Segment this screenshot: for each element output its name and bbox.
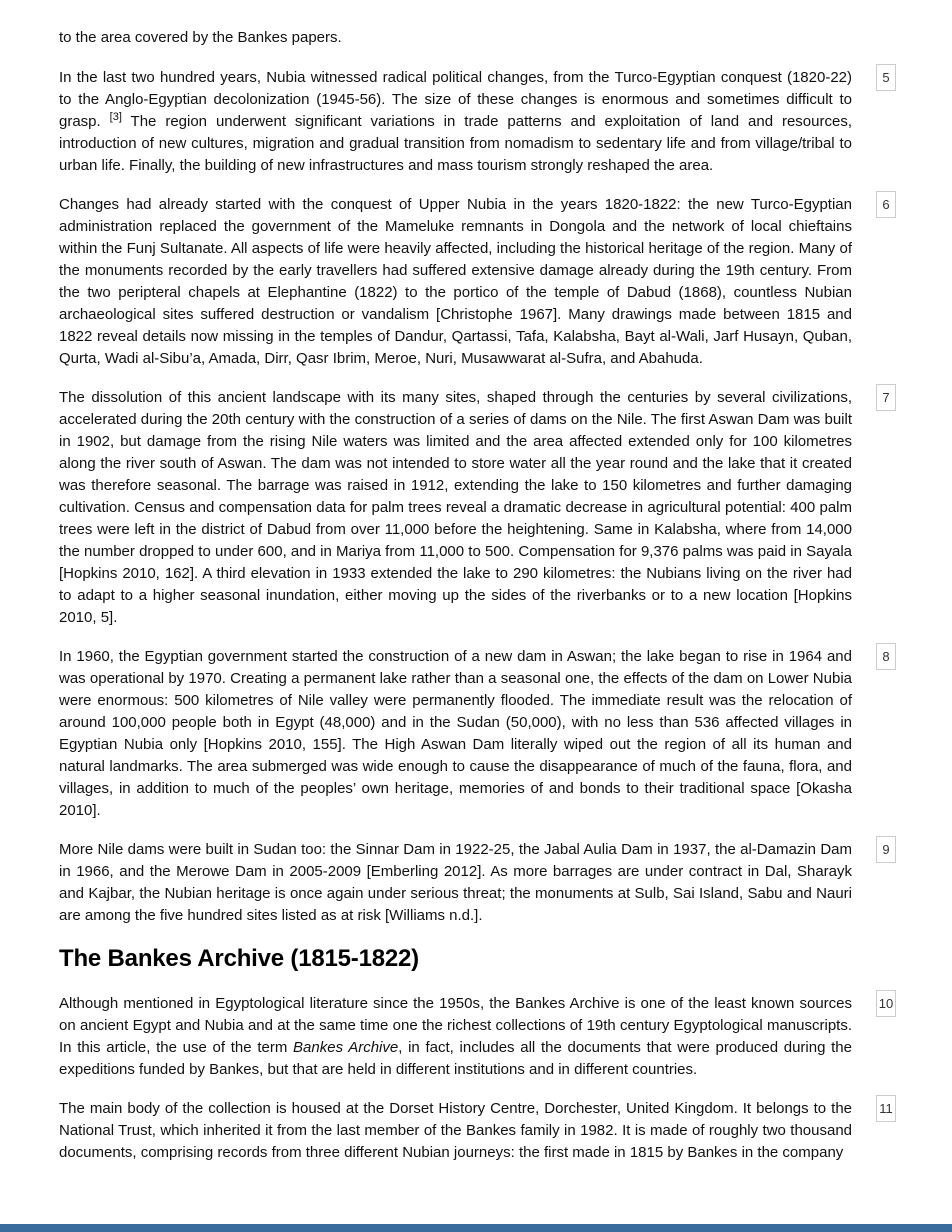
paragraph-9: More Nile dams were built in Sudan too: the Sinnar Dam in 1922-25, the Jabal Aulia Dam in 1937, the al-Damazin Dam in 1966, and the Merowe Dam in 2005-2009 [Emberling 2012]. As more barrages are under contract in Dal, Sharayk and Kajbar, the Nubian heritage is once again under serious threat; the monuments at Sulb, Sai Island, Sabu and Nauri are among the five hundred sites listed as at risk [Williams n.d.].: [59, 841, 852, 924]
paragraph-11: The main body of the collection is housed at the Dorset History Centre, Dorchester, United Kingdom. It belongs to the National Trust, which inherited it from the last member of the Bankes family in 1982. It is made of roughly two thousand documents, comprising records from three different Nubian journeys: the first made in 1815 by Bankes in the company: [59, 1100, 852, 1161]
paragraph-5-text-after-ref: The region underwent significant variations in trade patterns and exploitation of land and resources, introduction of new cultures, migration and gradual transition from nomadism to sedentary life and from village/tribal to urban life. Finally, the building of new infrastructures and mass tourism strongly reshaped the area.: [59, 113, 853, 174]
footnote-ref-3[interactable]: [3]: [109, 111, 122, 123]
footer-bar: [0, 1224, 952, 1232]
paragraph-10-text-after-italic: , in fact, includes all the documents that were produced during the expeditions funded by Bankes, but that are held in different institutions and in different countries.: [59, 1039, 852, 1078]
paragraph-7: The dissolution of this ancient landscape with its many sites, shaped through the centuries by several civilizations, accelerated during the 20th century with the construction of a series of dams on the Nile. The first Aswan Dam was built in 1902, but damage from the rising Nile waters was limited and the area affected extended only for 100 kilometres along the river south of Aswan. The dam was not intended to store water all the year round and the lake that it created was therefore seasonal. The barrage was raised in 1912, extending the lake to 150 kilometres and further damaging cultivation. Census and compensation data for palm trees reveal a dramatic decrease in agricultural potential: 400 palm trees were left in the district of Dabud from over 11,000 before the heightening. Same in Kalabsha, where from 14,000 the number dropped to under 600, and in Mariya from 11,000 to 500. Compensation for 9,376 palms was paid in Sayala [Hopkins 2010, 162]. A third elevation in 1933 extended the lake to 290 kilometres: the Nubians living on the river had to adapt to a higher seasonal inundation, either moving up the sides of the riverbanks or to a new location [Hopkins 2010, 5].: [59, 389, 852, 626]
paragraph-block-7: [59, 387, 890, 629]
paragraph-number-10: 10: [876, 990, 896, 1017]
paragraph-number-9: 9: [876, 836, 896, 863]
paragraph-number-11: 11: [876, 1095, 896, 1122]
paragraph-number-6: 6: [876, 191, 896, 218]
paragraph-block-11: [59, 1098, 893, 1164]
paragraph-5-text-before-ref: In the last two hundred years, Nubia witnessed radical political changes, from the Turco-Egyptian conquest (1820-22) to the Anglo-Egyptian decolonization (1945-56). The size of these changes is enormous and sometimes difficult to grasp.: [59, 69, 852, 130]
paragraph-5: [59, 67, 852, 177]
paragraph-10-text-before-italic: Although mentioned in Egyptological literature since the 1950s, the Bankes Archive is one of the least known sources on ancient Egypt and Nubia and at the same time one the richest collections of 19th century Egyptological manuscripts. In this article, the use of the term: [59, 995, 852, 1056]
paragraph-8: In 1960, the Egyptian government started the construction of a new dam in Aswan; the lake began to rise in 1964 and was operational by 1970. Creating a permanent lake rather than a seasonal one, the effects of the dam on Lower Nubia were enormous: 500 kilometres of Nile valley were permanently flooded. The immediate result was the relocation of around 100,000 people both in Egypt (48,000) and in the Sudan (50,000), with no less than 536 affected villages in Egyptian Nubia only [Hopkins 2010, 155]. The High Aswan Dam literally wiped out the region of all its human and natural landmarks. The area submerged was wide enough to cause the disappearance of much of the fauna, flora, and villages, in addition to much of the peoples’ own heritage, memories of and bonds to their traditional space [Okasha 2010].: [59, 648, 852, 819]
paragraph-number-7: 7: [876, 384, 896, 411]
section-heading: The Bankes Archive (1815-1822): [59, 945, 419, 972]
paragraph-block-9: [59, 839, 890, 927]
paragraph-block-8: [59, 646, 890, 822]
paragraph-block-5: [59, 67, 890, 177]
paragraph-6: Changes had already started with the conquest of Upper Nubia in the years 1820-1822: the new Turco-Egyptian administration replaced the government of the Mameluke remnants in Dongola and the network of local chieftains within the Funj Sultanate. All aspects of life were heavily affected, including the historical heritage of the region. Many of the monuments recorded by the early travellers had suffered extensive damage already during the 19th century. From the two peripteral chapels at Elephantine (1822) to the portico of the temple of Dabud (1868), countless Nubian archaeological sites suffered destruction or vandalism [Christophe 1967]. Many drawings made between 1815 and 1822 reveal details now missing in the temples of Dandur, Qartassi, Tafa, Kalabsha, Bayt al-Wali, Jarf Husayn, Quban, Qurta, Wadi al-Sibu’a, Amada, Dirr, Qasr Ibrim, Meroe, Nuri, Musawwarat al-Sufra, and Abahuda.: [59, 196, 852, 367]
paragraph-number-8: 8: [876, 643, 896, 670]
paragraph-number-5: 5: [876, 64, 896, 91]
article-body: [59, 0, 894, 1181]
paragraph-block-10: [59, 993, 894, 1081]
paragraph-block-6: [59, 194, 890, 370]
paragraph-fragment: to the area covered by the Bankes papers.: [59, 29, 342, 46]
italic-term-bankes-archive: Bankes Archive: [293, 1039, 399, 1056]
paragraph-10: [59, 993, 852, 1081]
